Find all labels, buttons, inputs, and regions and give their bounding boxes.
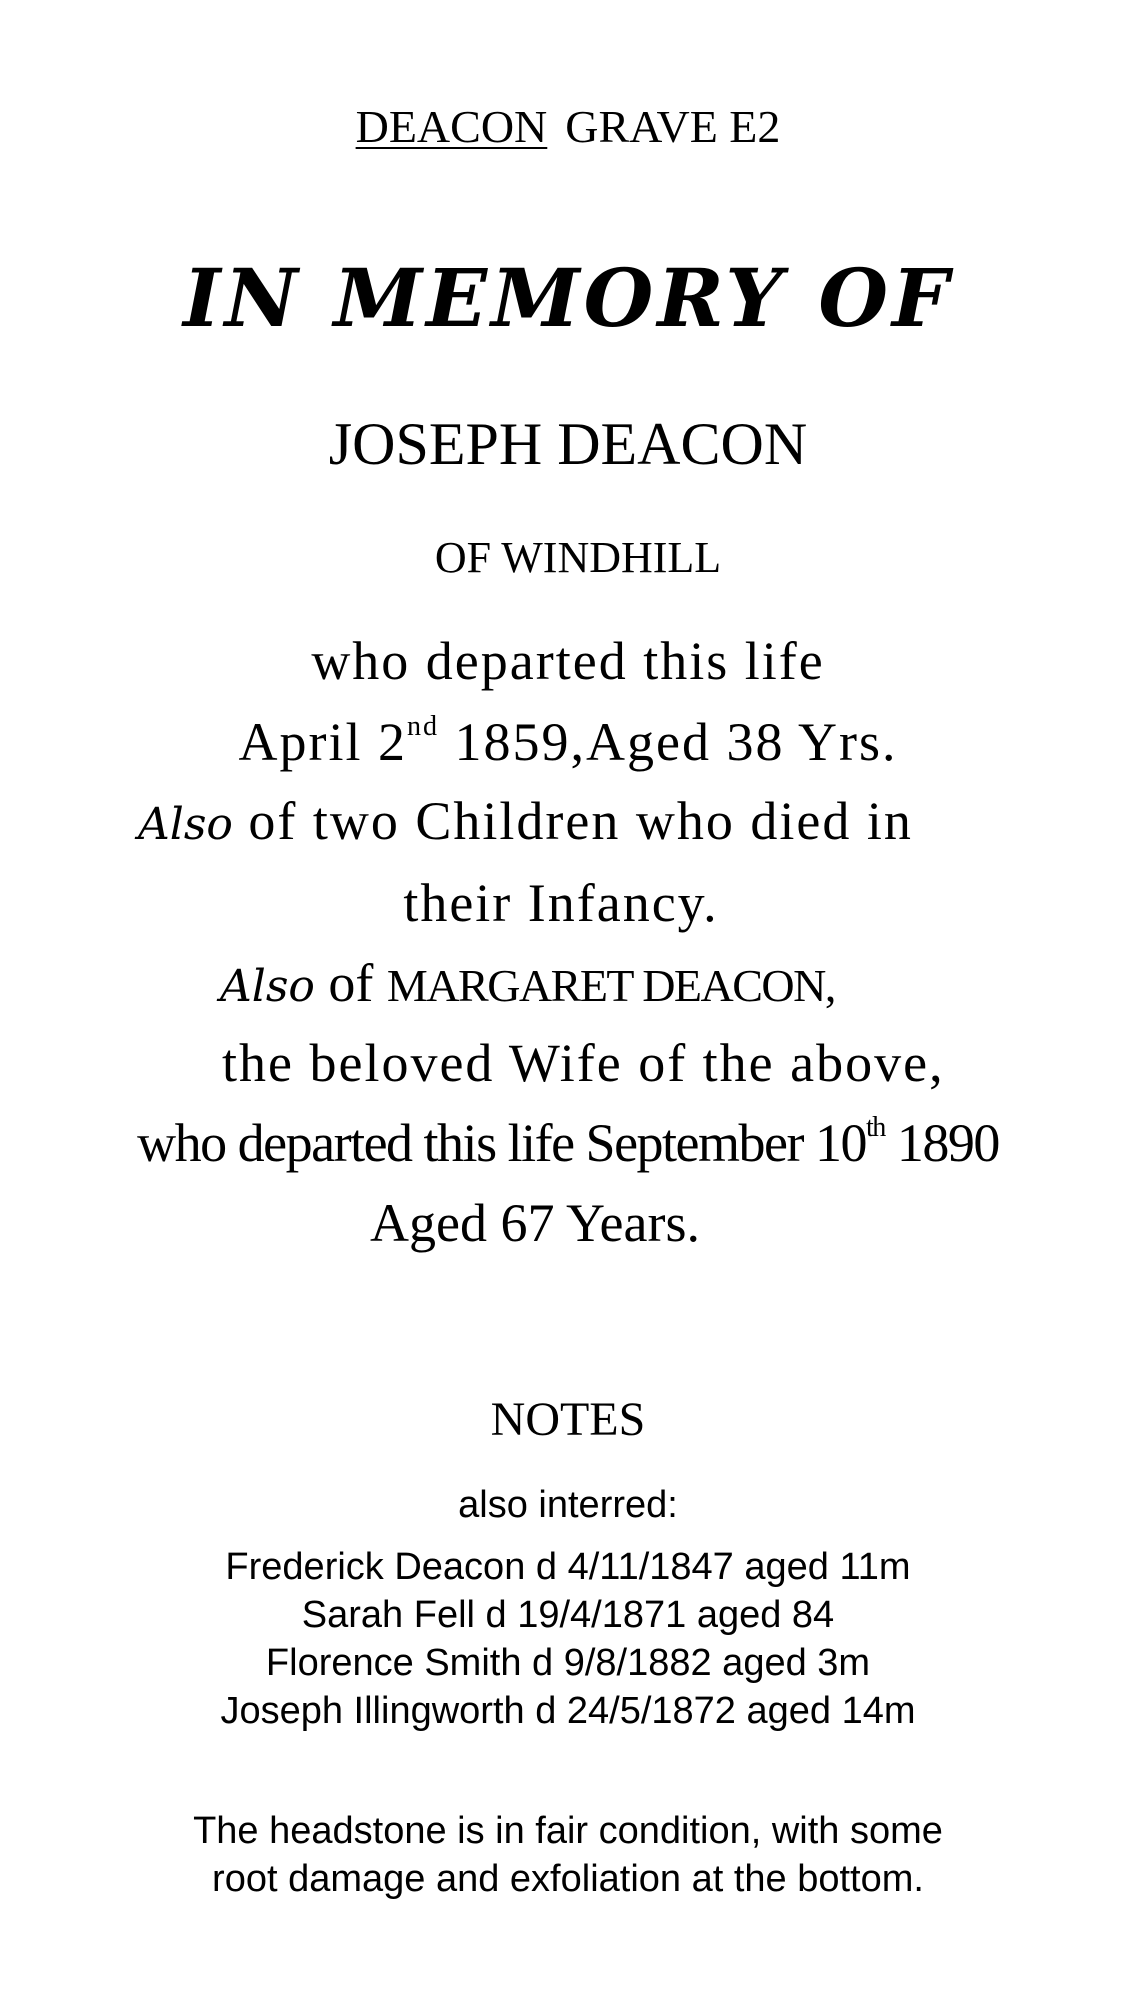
inscription-line-1: who departed this life: [311, 631, 825, 691]
page-header: [0, 101, 1136, 152]
death-date-text: April 2: [238, 712, 407, 772]
also-of-text: of: [314, 953, 387, 1013]
children-text: of two Children who died in: [232, 791, 913, 851]
condition-note-line-2: root damage and exfoliation at the bottom.: [212, 1858, 924, 1900]
inscription-line-6: the beloved Wife of the above,: [222, 1033, 945, 1093]
spouse-name: MARGARET DEACON,: [386, 960, 835, 1011]
death-age-text: 1859,Aged 38 Yrs.: [439, 712, 898, 772]
memorial-heading: IN MEMORY OF: [183, 251, 953, 345]
surname-heading: DEACON: [355, 101, 548, 152]
notes-subtitle: also interred:: [458, 1484, 678, 1526]
spouse-death-year: 1890: [884, 1113, 999, 1173]
inscription-line-8: Aged 67 Years.: [370, 1193, 700, 1253]
inscription-line-7: [0, 1112, 1136, 1173]
interred-entry: Frederick Deacon d 4/11/1847 aged 11m: [225, 1546, 911, 1588]
deceased-place: OF WINDHILL: [434, 533, 722, 582]
interred-entry: Sarah Fell d 19/4/1871 aged 84: [301, 1594, 835, 1636]
also-word: Also: [220, 961, 315, 1012]
inscription-line-4: their Infancy.: [403, 873, 719, 933]
inscription-line-2: [0, 711, 1136, 772]
interred-entry: Florence Smith d 9/8/1882 aged 3m: [265, 1642, 871, 1684]
ordinal-suffix: nd: [406, 711, 440, 742]
notes-title: NOTES: [490, 1393, 646, 1446]
inscription-line-3: [138, 791, 913, 851]
inscription-line-5: [220, 953, 835, 1013]
also-word: Also: [138, 799, 233, 850]
condition-note-line-1: The headstone is in fair condition, with some: [193, 1810, 943, 1852]
spouse-death-text: who departed this life September 10: [137, 1113, 866, 1173]
ordinal-suffix: th: [865, 1112, 885, 1143]
deceased-name: JOSEPH DEACON: [328, 411, 808, 477]
grave-reference: GRAVE E2: [565, 101, 781, 152]
interred-entry: Joseph Illingworth d 24/5/1872 aged 14m: [220, 1690, 916, 1732]
